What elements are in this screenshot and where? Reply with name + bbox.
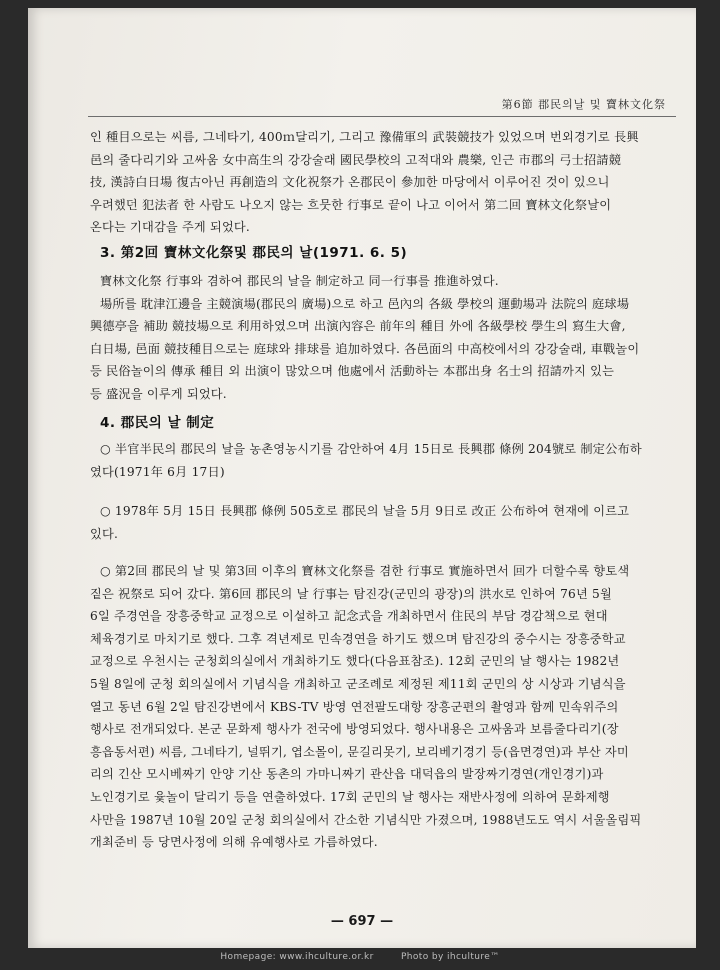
text-line: 興德亭을 補助 競技場으로 利用하였으며 出演內容은 前年의 種目 外에 各級學校 學生의 寫生大會, xyxy=(90,319,626,334)
photo-footer xyxy=(0,952,720,966)
text-line: 등 民俗놀이의 傳承 種目 외 出演이 많았으며 他處에서 活動하는 本郡出身 名士의 招請까지 있는 xyxy=(90,364,615,379)
header-rule xyxy=(88,116,676,117)
section-3-title: 3. 第2回 寶林文化祭및 郡民의 날(1971. 6. 5) xyxy=(100,245,408,261)
section-4-title: 4. 郡民의 날 制定 xyxy=(100,415,215,431)
text-line: 짙은 祝祭로 되어 갔다. 第6回 郡民의 날 行事는 탐진강(군민의 광장)의 洪水로 인하여 76년 5월 xyxy=(90,586,612,601)
text-line: 場所를 耽津江邊을 主競演場(郡民의 廣場)으로 하고 邑內의 各級 學校의 運動場과 法院의 庭球場 xyxy=(100,296,630,311)
text-line: ○ 第2回 郡民의 날 및 第3回 이후의 寶林文化祭를 겸한 行事로 實施하면서 回가 더할수록 향토색 xyxy=(100,564,630,578)
text-line: 교정으로 우천시는 군청회의실에서 개최하기도 했다(다음표참조). 12회 군민의 날 행사는 1982년 xyxy=(90,654,620,669)
running-header: 第6節 郡民의날 및 寶林文化祭 xyxy=(501,98,666,111)
text-line: 6일 주경연을 장흥중학교 교정으로 이설하고 記念式을 개최하면서 住民의 부담 경감책으로 현대 xyxy=(90,609,608,624)
text-line: 체육경기로 마치기로 했다. 그후 격년제로 민속경연을 하기도 했으며 탐진강의 중수시는 장흥중학교 xyxy=(90,631,626,646)
bullet-2 xyxy=(90,500,668,545)
text-line: 우려했던 犯法者 한 사람도 나오지 않는 흐뭇한 行事로 끝이 나고 이어서 第二回 寶林文化祭날이 xyxy=(90,197,612,212)
text-line: 白日場, 邑面 競技種目으로는 庭球와 排球를 追加하였다. 各邑面의 中高校에서의 강강술래, 車戰놀이 xyxy=(90,341,640,356)
text-line: 였다(1971年 6月 17日) xyxy=(90,464,225,479)
text-line: 흥읍동서편) 씨름, 그네타기, 널뛰기, 엽소몰이, 문길리못기, 보리베기경기 등(읍면경연)과 부산 자미 xyxy=(90,744,629,759)
text-line: ○ 半官半民의 郡民의 날을 농촌영농시기를 감안하여 4月 15日로 長興郡 條例 204號로 制定公布하 xyxy=(100,442,642,456)
text-line: 온다는 기대감을 주게 되었다. xyxy=(90,220,250,235)
book-page xyxy=(28,8,696,948)
text-line: 노인경기로 윷놀이 달리기 등을 연출하였다. 17회 군민의 날 행사는 재반사정에 의하여 문화제행 xyxy=(90,789,610,804)
text-line: 등 盛況을 이루게 되었다. xyxy=(90,386,227,401)
intro-paragraph xyxy=(90,126,668,239)
text-line: 技, 漢詩白日場 復古아닌 再創造의 文化祝祭가 온郡民이 參加한 마당에서 이루어진 것이 있으니 xyxy=(90,175,610,190)
text-line: 행사로 전개되었다. 본군 문화제 행사가 전국에 방영되었다. 행사내용은 고싸움과 보름줄다리기(장 xyxy=(90,722,619,737)
text-line: ○ 1978年 5月 15日 長興郡 條例 505호로 郡民의 날을 5月 9日로 改正 公布하여 현재에 이르고 xyxy=(100,504,630,518)
bullet-3 xyxy=(90,560,668,854)
section-3-body xyxy=(90,270,668,406)
text-line: 인 種目으로는 씨름, 그네타기, 400ｍ달리기, 그리고 豫備軍의 武裝競技가 있었으며 번외경기로 長興 xyxy=(90,130,639,144)
text-line: 개최준비 등 당면사정에 의해 유예행사로 가름하였다. xyxy=(90,835,378,850)
homepage-credit: Homepage: www.ihculture.or.kr xyxy=(220,952,374,962)
text-line: 리의 긴산 모시베짜기 안양 기산 동촌의 가마니짜기 관산읍 대덕읍의 발장짜기경연(개인경기)과 xyxy=(90,767,604,782)
text-line: 있다. xyxy=(90,526,119,541)
photo-credit: Photo by ihculture™ xyxy=(400,952,500,962)
bullet-1 xyxy=(90,438,668,483)
text-line: 사만을 1987년 10월 20일 군청 회의실에서 간소한 기념식만 가졌으며, 1988년도도 역시 서울올림픽 xyxy=(90,812,642,827)
text-line: 寶林文化祭 行事와 겸하여 郡民의 날을 制定하고 同一行事를 推進하였다. xyxy=(100,274,499,288)
text-line: 5월 8일에 군청 회의실에서 기념식을 개최하고 군조례로 제정된 제11회 군민의 상 시상과 기념식을 xyxy=(90,676,626,691)
text-line: 邑의 줄다리기와 고싸움 女中高生의 강강술래 國民學校의 고적대와 農樂, 인근 市郡의 弓士招請競 xyxy=(90,152,622,167)
text-line: 열고 동년 6월 2일 탐진강변에서 KBS-TV 방영 연전팔도대항 장흥군편의 촬영과 함께 민속위주의 xyxy=(90,699,619,714)
page-number: — 697 — xyxy=(330,914,394,929)
